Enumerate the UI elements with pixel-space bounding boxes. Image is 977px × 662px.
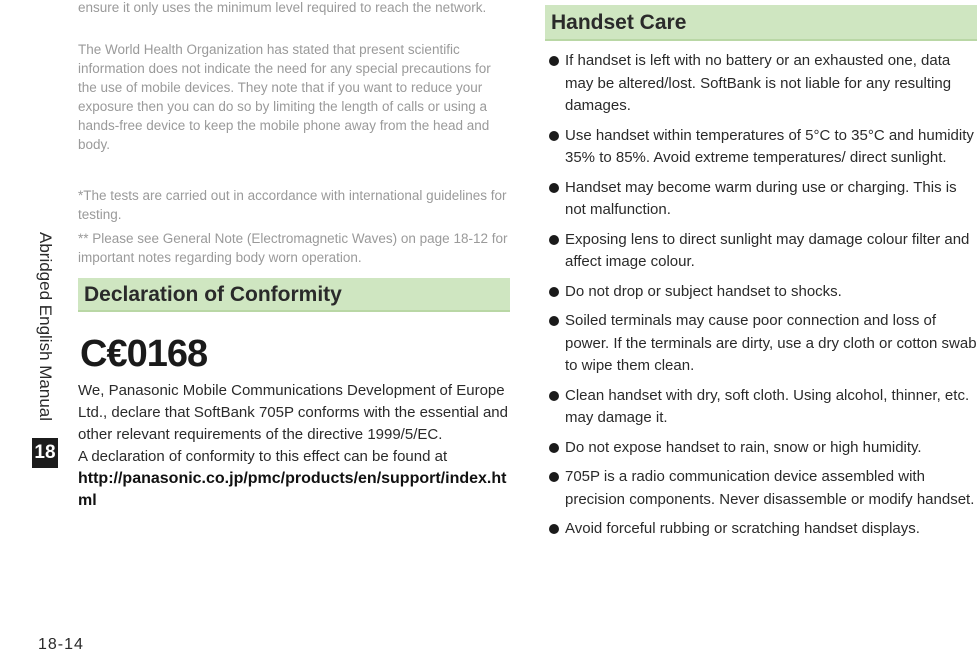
bullet-icon [549, 183, 559, 193]
list-item: 705P is a radio communication device assembled with precision components. Never disassemble or modify handset. [545, 466, 977, 511]
declaration-text: We, Panasonic Mobile Communications Development of Europe Ltd., declare that SoftBank 705P conforms with the essential and other relevant requirements of the directive 1999/5/EC. [78, 382, 508, 443]
bullet-icon [549, 443, 559, 453]
list-item: Do not drop or subject handset to shocks. [545, 281, 977, 304]
list-item: Clean handset with dry, soft cloth. Using alcohol, thinner, etc. may damage it. [545, 385, 977, 430]
intro-paragraph-1: ensure it only uses the minimum level required to reach the network. [78, 0, 487, 15]
list-item: Soiled terminals may cause poor connection and loss of power. If the terminals are dirty, use a dry cloth or cotton swab to wipe them clean. [545, 310, 977, 378]
list-item: If handset is left with no battery or an exhausted one, data may be altered/lost. SoftBank is not liable for any resulting damages. [545, 50, 977, 118]
list-item: Use handset within temperatures of 5°C to 35°C and humidity 35% to 85%. Avoid extreme temperatures/ direct sunlight. [545, 125, 977, 170]
ce-mark-logo: C€0168 [80, 333, 208, 375]
section-label: Abridged English Manual [36, 232, 55, 422]
chapter-number-badge: 18 [32, 438, 58, 468]
footnote-2: ** Please see General Note (Electromagnetic Waves) on page 18-12 for important notes regarding body worn operation. [78, 231, 508, 265]
bullet-icon [549, 131, 559, 141]
bullet-icon [549, 472, 559, 482]
bullet-icon [549, 391, 559, 401]
declaration-heading: Declaration of Conformity [78, 278, 510, 312]
list-item: Avoid forceful rubbing or scratching handset displays. [545, 518, 977, 541]
declaration-url-link[interactable]: http://panasonic.co.jp/pmc/products/en/support/index.html [78, 470, 507, 509]
list-item: Do not expose handset to rain, snow or high humidity. [545, 437, 977, 460]
footnote-1: *The tests are carried out in accordance with international guidelines for testing. [78, 188, 507, 222]
bullet-icon [549, 316, 559, 326]
list-item: Handset may become warm during use or charging. This is not malfunction. [545, 177, 977, 222]
list-item: Exposing lens to direct sunlight may damage colour filter and affect image colour. [545, 229, 977, 274]
bullet-icon [549, 524, 559, 534]
handset-care-heading: Handset Care [545, 5, 977, 41]
declaration-body [78, 380, 510, 512]
bullet-icon [549, 235, 559, 245]
declaration-text-2: A declaration of conformity to this effect can be found at [78, 448, 448, 465]
bullet-icon [549, 287, 559, 297]
handset-care-list [545, 50, 977, 548]
page-number: 18-14 [38, 636, 84, 653]
bullet-icon [549, 56, 559, 66]
intro-paragraph-2: The World Health Organization has stated that present scientific information does not indicate the need for any special precautions for the use of mobile devices. They note that if you want to reduce your exposure then you can do so by limiting the length of calls or using a hands-free device to keep the mobile phone away from the head and body. [78, 42, 491, 152]
